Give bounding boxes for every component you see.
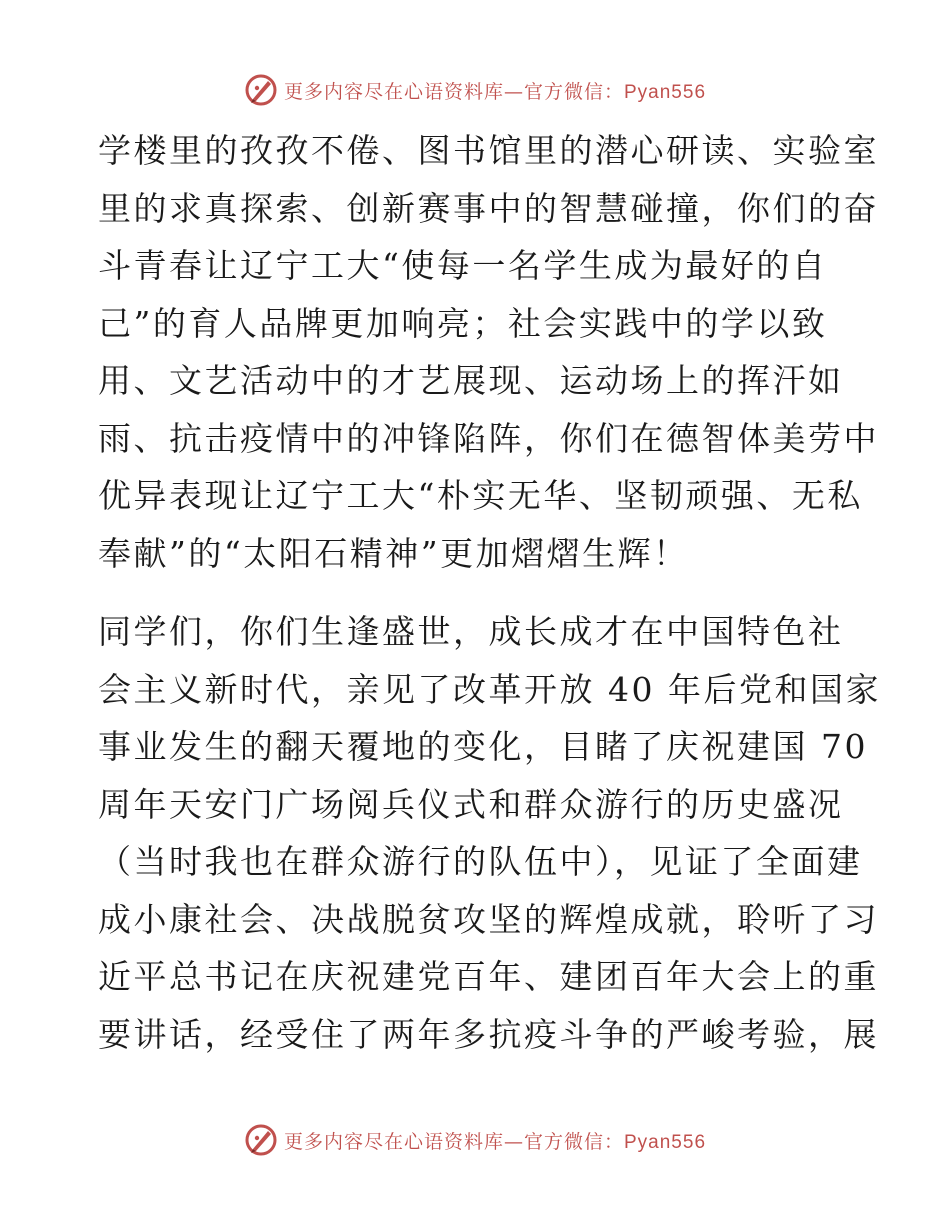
text-line: 优异表现让辽宁工大“朴实无华、坚韧顽强、无私: [98, 476, 863, 515]
text-line: 己”的育人品牌更加响亮；社会实践中的学以致: [98, 303, 828, 343]
text-line: 周年天安门广场阅兵仪式和群众游行的历史盛况: [98, 784, 844, 824]
quill-pen-logo-icon: [244, 73, 278, 107]
text-line: 要讲话，经受住了两年多抗疫斗争的严峻考验，展: [98, 1014, 879, 1054]
paragraph-1: [98, 122, 879, 582]
banner-slogan: 更多内容尽在心语资料库—官方微信：: [283, 1130, 624, 1153]
footer-banner: [0, 1120, 950, 1160]
quill-pen-logo-icon: [244, 1123, 278, 1157]
wechat-id: Pyan556: [624, 81, 707, 103]
text-line: 成小康社会、决战脱贫攻坚的辉煌成就，聆听了习: [98, 899, 879, 939]
text-line: （当时我也在群众游行的队伍中），见证了全面建: [98, 842, 863, 881]
text-line: 同学们，你们生逢盛世，成长成才在中国特色社: [98, 612, 844, 651]
text-line: 雨、抗击疫情中的冲锋陷阵，你们在德智体美劳中: [98, 418, 879, 458]
text-line: 里的求真探索、创新赛事中的智慧碰撞，你们的奋: [98, 188, 879, 228]
banner-text: [284, 1127, 706, 1154]
text-line: 近平总书记在庆祝建党百年、建团百年大会上的重: [98, 957, 879, 996]
text-line: 事业发生的翻天覆地的变化，目睹了庆祝建国 70: [98, 727, 868, 766]
text-line: 学楼里的孜孜不倦、图书馆里的潜心研读、实验室: [98, 131, 879, 170]
banner-slogan: 更多内容尽在心语资料库—官方微信：: [283, 80, 624, 103]
text-line: 用、文艺活动中的才艺展现、运动场上的挥汗如: [98, 361, 844, 400]
document-body: [98, 122, 881, 1063]
text-line: 奉献”的“太阳石精神”更加熠熠生辉！: [98, 533, 689, 573]
wechat-id: Pyan556: [624, 1131, 707, 1153]
text-line: 会主义新时代，亲见了改革开放 40 年后党和国家: [98, 669, 881, 709]
text-line: 斗青春让辽宁工大“使每一名学生成为最好的自: [98, 246, 828, 285]
paragraph-2: [98, 603, 881, 1063]
banner-text: [284, 77, 706, 104]
header-banner: [0, 70, 950, 110]
